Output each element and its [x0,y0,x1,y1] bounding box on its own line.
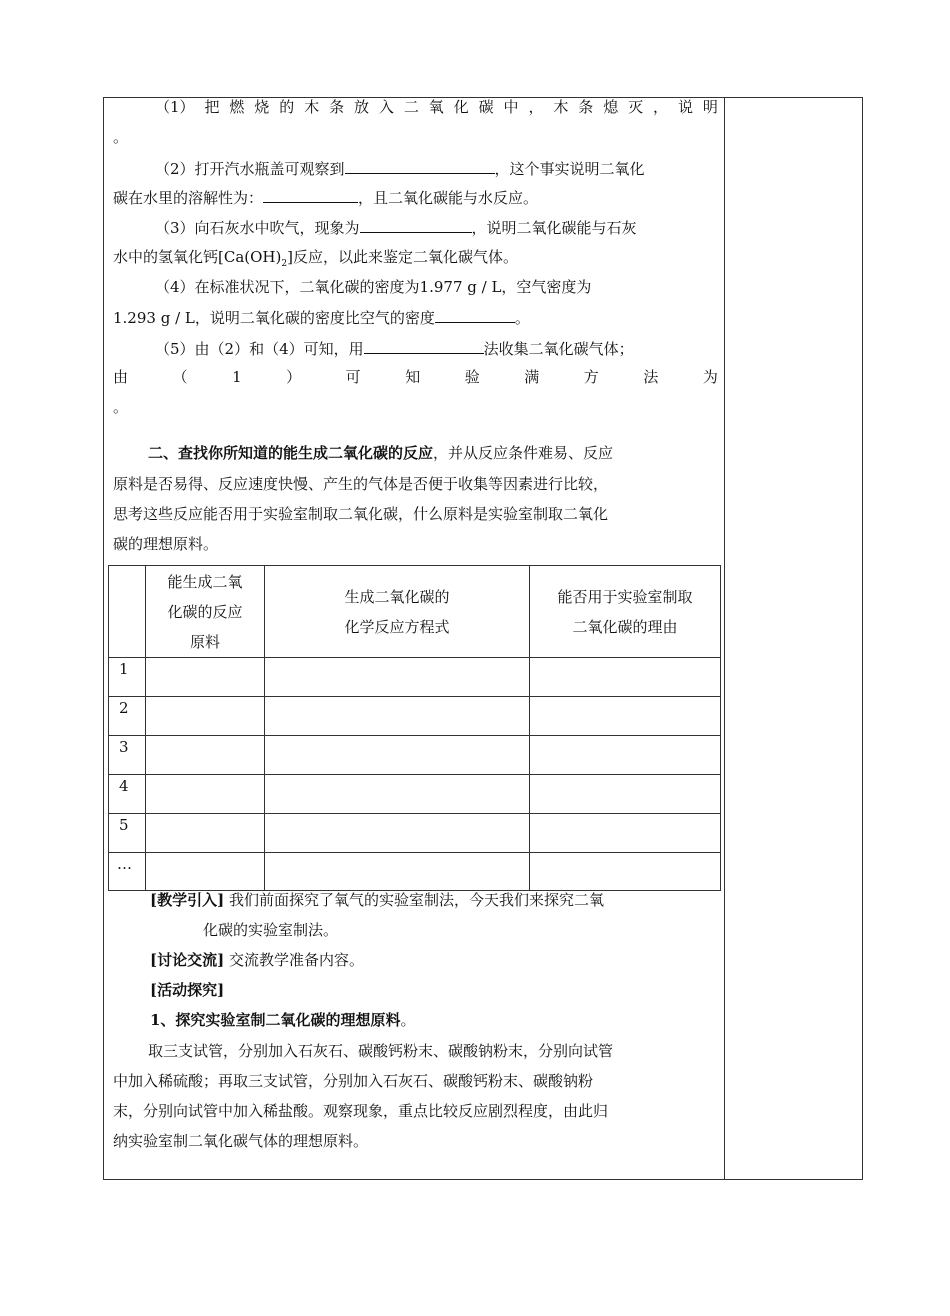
question-4-line-2: 1.293 g / L，说明二氧化碳的密度比空气的密度 。 [113,309,530,327]
glyph: 放 [353,98,369,116]
table-cell[interactable] [146,853,265,891]
table-cell[interactable] [265,658,530,697]
answer-blank[interactable] [360,217,472,233]
glyph: 验 [464,368,480,386]
table-row [109,814,721,853]
row-number: … [109,853,146,891]
reaction-table [108,565,721,891]
activity-paragraph-line-3: 末，分别向试管中加入稀盐酸。观察现象，重点比较反应剧烈程度，由此归 [113,1102,609,1120]
question-5-end: 。 [113,398,129,416]
header-raw-materials: 能生成二氧 化碳的反应 原料 [146,566,265,658]
question-5-line-1: （5）由（2）和（4）可知，用 法收集二氧化碳气体； [155,340,634,358]
glyph: 明 [702,98,718,116]
table-cell[interactable] [265,853,530,891]
activity-tag: [活动探究] [150,981,225,999]
section-2-line-4: 碳的理想原料。 [113,535,219,553]
glyph: 知 [405,368,421,386]
glyph: 方 [583,368,599,386]
row-number: 3 [109,736,146,775]
column-divider [724,97,725,1180]
answer-blank[interactable] [364,338,484,354]
teaching-intro-line-2: 化碳的实验室制法。 [203,921,339,939]
answer-blank[interactable] [263,187,358,203]
table-cell[interactable] [146,697,265,736]
glyph: 说 [677,98,693,116]
table-header-row [109,566,721,658]
glyph: 法 [643,368,659,386]
section-2-heading: 二、查找你所知道的能生成二氧化碳的反应 [148,444,434,462]
glyph: ， [653,98,669,116]
question-1-end: 。 [113,128,129,146]
row-number: 1 [109,658,146,697]
table-cell[interactable] [146,775,265,814]
question-3-line-1: （3）向石灰水中吹气，现象为 ，说明二氧化碳能与石灰 [155,219,637,237]
glyph: 二 [403,98,419,116]
question-4-line-1: （4）在标准状况下，二氧化碳的密度为1.977 g / L，空气密度为 [155,278,592,296]
discussion-line: [讨论交流] 交流教学准备内容。 [150,951,364,969]
table-cell[interactable] [530,697,721,736]
question-1-line [155,97,718,117]
answer-blank[interactable] [435,307,515,323]
table-cell[interactable] [265,736,530,775]
question-2-line-2: 碳在水里的溶解性为： ，且二氧化碳能与水反应。 [113,189,539,207]
table-row [109,775,721,814]
table-row [109,853,721,891]
glyph: ） [286,368,302,386]
table-cell[interactable] [265,697,530,736]
discussion-tag: [讨论交流] [150,951,225,969]
table-row [109,658,721,697]
section-2-line-1: 二、查找你所知道的能生成二氧化碳的反应，并从反应条件难易、反应 [148,444,614,462]
glyph: 为 [702,368,718,386]
table-row [109,697,721,736]
row-number: 2 [109,697,146,736]
activity-paragraph-line-2: 中加入稀硫酸；再取三支试管，分别加入石灰石、碳酸钙粉末、碳酸钠粉 [113,1072,594,1090]
glyph: 入 [378,98,394,116]
activity-item-1: 1、探究实验室制二氧化碳的理想原料。 [150,1011,416,1029]
glyph: （1） [155,98,195,116]
table-cell[interactable] [530,736,721,775]
section-2-line-2: 原料是否易得、反应速度快慢、产生的气体是否便于收集等因素进行比较， [113,475,609,493]
table-cell[interactable] [530,775,721,814]
glyph: 烧 [254,98,270,116]
glyph: 可 [345,368,361,386]
glyph: 的 [279,98,295,116]
section-2-line-3: 思考这些反应能否用于实验室制取二氧化碳，什么原料是实验室制取二氧化 [113,505,609,523]
glyph: 条 [578,98,594,116]
glyph: 熄 [603,98,619,116]
glyph: 中 [503,98,519,116]
header-equation: 生成二氧化碳的 化学反应方程式 [265,566,530,658]
activity-paragraph-line-4: 纳实验室制二氧化碳气体的理想原料。 [113,1132,369,1150]
glyph: 木 [553,98,569,116]
row-number: 4 [109,775,146,814]
answer-blank[interactable] [345,158,495,174]
question-5-line-2 [113,367,718,387]
header-index [109,566,146,658]
glyph: 灭 [628,98,644,116]
teaching-intro-tag: [教学引入] [150,891,225,909]
table-cell[interactable] [265,814,530,853]
question-3-line-2: 水中的氢氧化钙$[Ca(OH)_2]$反应，以此来鉴定二氧化碳气体。 [113,248,518,269]
table-cell[interactable] [530,853,721,891]
table-cell[interactable] [146,814,265,853]
row-number: 5 [109,814,146,853]
table-row [109,736,721,775]
glyph: 木 [304,98,320,116]
table-cell[interactable] [146,736,265,775]
glyph: 1 [232,368,242,386]
glyph: （ [172,368,188,386]
table-cell[interactable] [265,775,530,814]
table-cell[interactable] [146,658,265,697]
table-cell[interactable] [530,658,721,697]
header-reason: 能否用于实验室制取 二氧化碳的理由 [530,566,721,658]
glyph: 氧 [428,98,444,116]
activity-paragraph-line-1: 取三支试管，分别加入石灰石、碳酸钙粉末、碳酸钠粉末，分别向试管 [148,1042,614,1060]
glyph: 由 [113,368,129,386]
glyph: 条 [329,98,345,116]
question-2-line-1: （2）打开汽水瓶盖可观察到 ，这个事实说明二氧化 [155,160,645,178]
glyph: ， [528,98,544,116]
glyph: 碳 [478,98,494,116]
glyph: 化 [453,98,469,116]
glyph: 把 [204,98,220,116]
teaching-intro-line-1: [教学引入] 我们前面探究了氧气的实验室制法，今天我们来探究二氧 [150,891,604,909]
glyph: 满 [524,368,540,386]
glyph: 燃 [229,98,245,116]
table-cell[interactable] [530,814,721,853]
